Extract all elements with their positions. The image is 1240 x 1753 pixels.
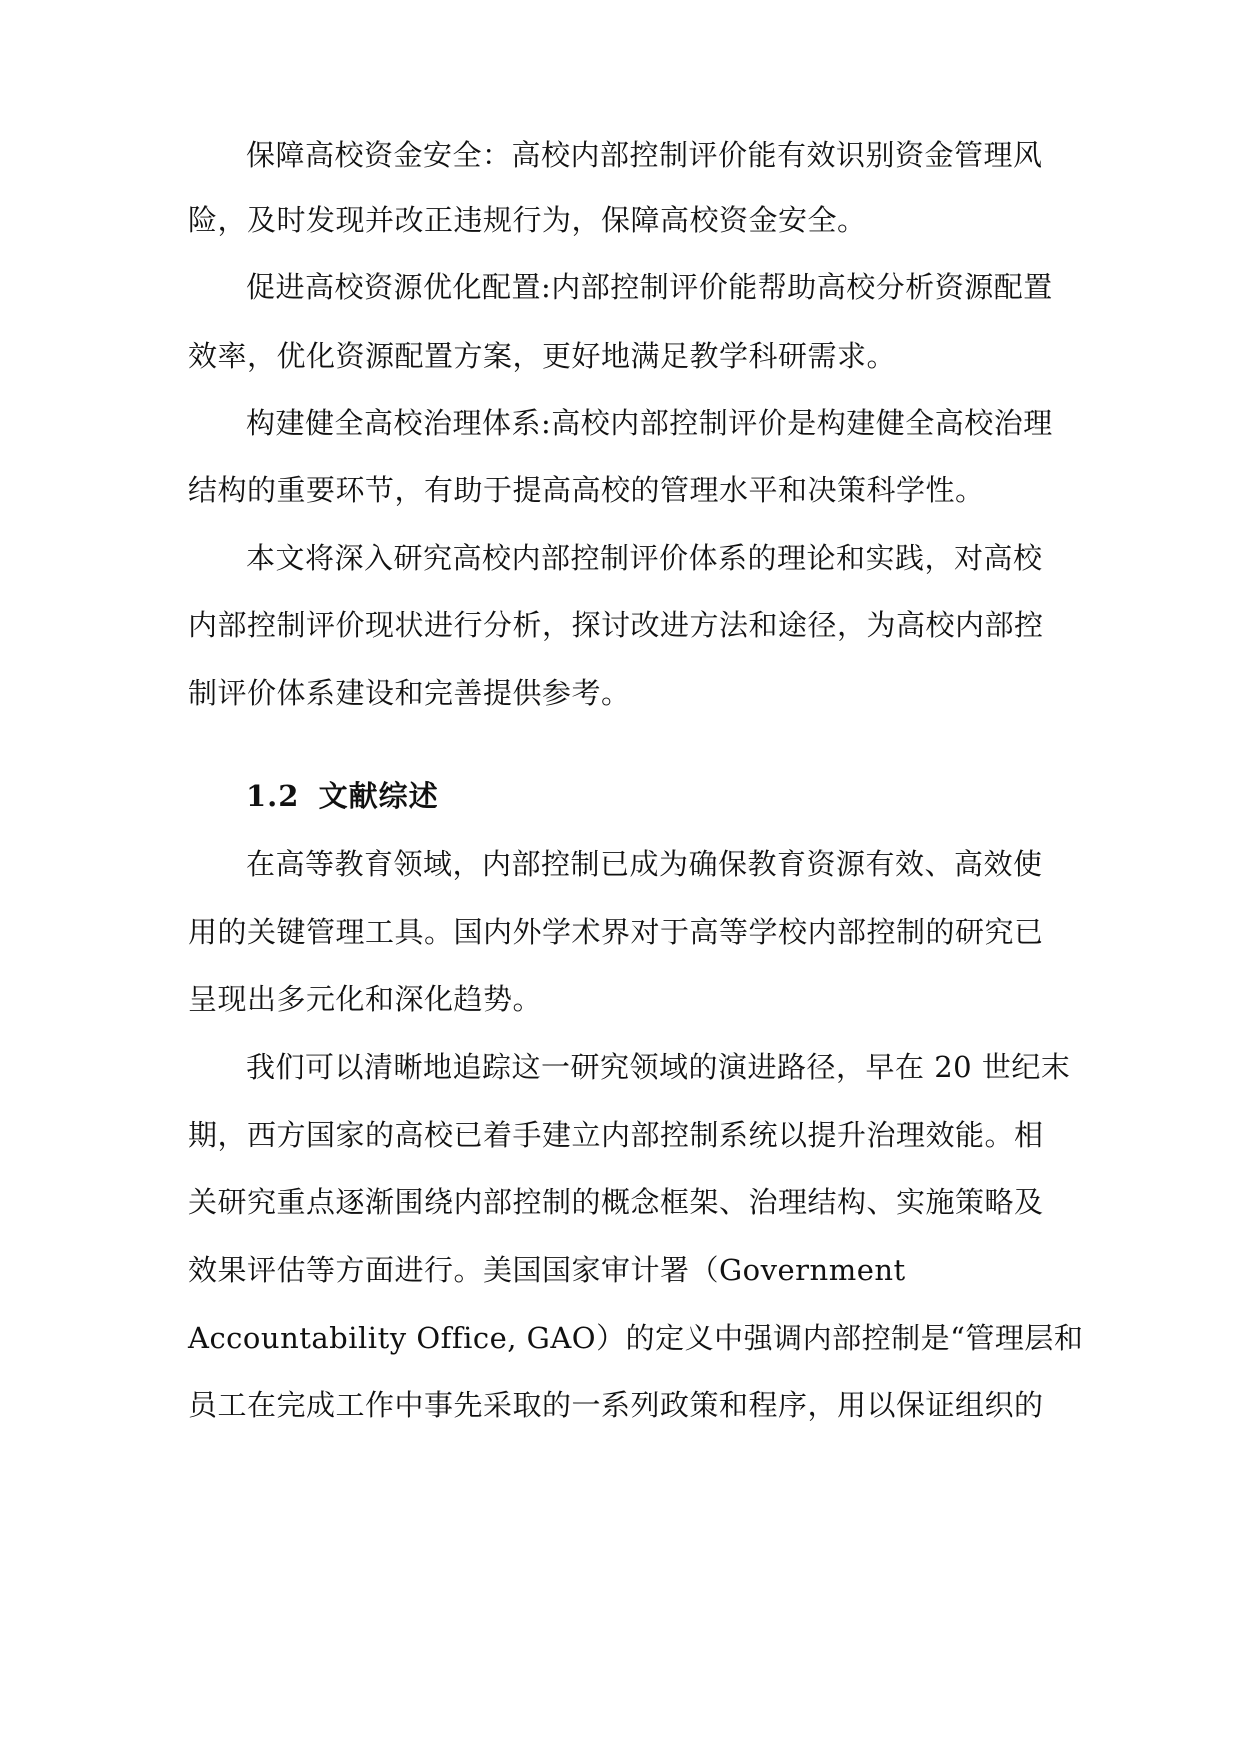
paragraph-5-line-3: 呈现出多元化和深化趋势。 xyxy=(188,982,543,1016)
paragraph-4-line-3: 制评价体系建设和完善提供参考。 xyxy=(188,676,631,710)
paragraph-2-line-2: 效率，优化资源配置方案，更好地满足教学科研需求。 xyxy=(188,339,897,373)
paragraph-6-line-4: 效果评估等方面进行。美国国家审计署（Government xyxy=(188,1253,906,1287)
paragraph-2-line-1: 促进高校资源优化配置:内部控制评价能帮助高校分析资源配置 xyxy=(246,270,1053,304)
paragraph-3-line-1: 构建健全高校治理体系:高校内部控制评价是构建健全高校治理 xyxy=(246,406,1053,440)
paragraph-1-line-1: 保障高校资金安全：高校内部控制评价能有效识别资金管理风 xyxy=(246,138,1043,172)
paragraph-6-line-5: Accountability Office, GAO）的定义中强调内部控制是“管理层和 xyxy=(188,1321,1084,1355)
paragraph-4-line-1: 本文将深入研究高校内部控制评价体系的理论和实践，对高校 xyxy=(246,541,1043,575)
paragraph-6-line-1: 我们可以清晰地追踪这一研究领域的演进路径，早在 20 世纪末 xyxy=(246,1050,1071,1084)
section-title: 文献综述 xyxy=(318,779,439,813)
section-heading xyxy=(246,776,439,816)
paragraph-3-line-2: 结构的重要环节，有助于提高高校的管理水平和决策科学性。 xyxy=(188,473,985,507)
paragraph-6-line-2: 期，西方国家的高校已着手建立内部控制系统以提升治理效能。相 xyxy=(188,1118,1044,1152)
paragraph-1-line-2: 险，及时发现并改正违规行为，保障高校资金安全。 xyxy=(188,203,867,237)
paragraph-6-line-3: 关研究重点逐渐围绕内部控制的概念框架、治理结构、实施策略及 xyxy=(188,1185,1044,1219)
paragraph-6-line-6: 员工在完成工作中事先采取的一系列政策和程序，用以保证组织的 xyxy=(188,1388,1044,1422)
paragraph-5-line-1: 在高等教育领域，内部控制已成为确保教育资源有效、高效使 xyxy=(246,847,1043,881)
paragraph-5-line-2: 用的关键管理工具。国内外学术界对于高等学校内部控制的研究已 xyxy=(188,915,1044,949)
paragraph-4-line-2: 内部控制评价现状进行分析，探讨改进方法和途径，为高校内部控 xyxy=(188,608,1044,642)
section-number: 1.2 xyxy=(246,779,300,813)
